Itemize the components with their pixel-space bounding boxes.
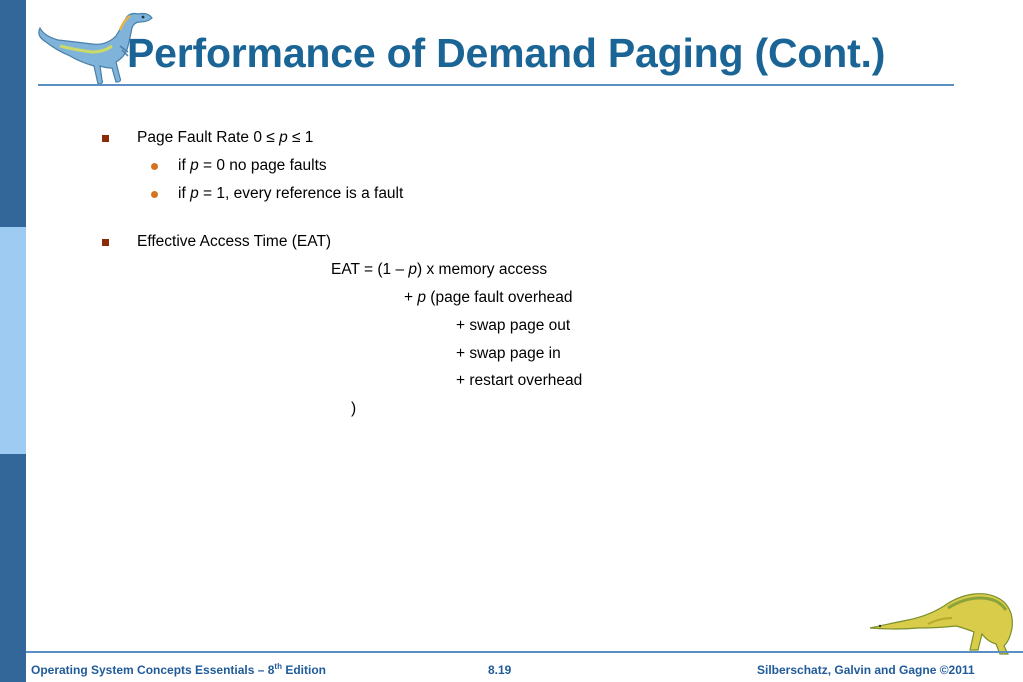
variable-p: p bbox=[408, 261, 418, 278]
footer-copyright: Silberschatz, Galvin and Gagne ©2011 bbox=[757, 663, 975, 677]
bullet-text: = 0 no page faults bbox=[198, 157, 327, 174]
sub-bullet-no-faults bbox=[178, 157, 327, 175]
formula-line-2 bbox=[404, 289, 572, 307]
bullet-text: ≤ 1 bbox=[287, 129, 314, 146]
footer-text: Operating System Concepts Essentials – 8 bbox=[31, 663, 275, 677]
footer-page-number: 8.19 bbox=[488, 663, 512, 677]
sub-bullet-every-fault bbox=[178, 185, 403, 203]
formula-closing-paren: ) bbox=[351, 400, 357, 417]
footer-book-title bbox=[31, 662, 326, 678]
formula-text: (page fault overhead bbox=[425, 289, 573, 306]
variable-p: p bbox=[417, 289, 426, 306]
bullet-square-icon bbox=[102, 135, 109, 142]
bullet-square-icon bbox=[102, 239, 109, 246]
formula-line-4: + swap page in bbox=[456, 345, 561, 362]
formula-text: EAT = (1 – bbox=[331, 261, 409, 278]
bullet-text: if bbox=[178, 185, 191, 202]
sidebar-bottom-block bbox=[0, 454, 26, 682]
bullet-page-fault-rate bbox=[137, 129, 313, 147]
bullet-text: = 1, every reference is a fault bbox=[198, 185, 404, 202]
formula-text: + bbox=[404, 289, 418, 306]
footer-text: Edition bbox=[281, 663, 326, 677]
footer-divider bbox=[26, 651, 1023, 653]
variable-p: p bbox=[190, 157, 199, 174]
slide-title: Performance of Demand Paging (Cont.) bbox=[127, 30, 886, 76]
bullet-dot-icon bbox=[151, 191, 158, 198]
formula-line-3: + swap page out bbox=[456, 317, 571, 334]
bullet-text: if bbox=[178, 157, 191, 174]
variable-p: p bbox=[190, 185, 199, 202]
bullet-dot-icon bbox=[151, 163, 158, 170]
dinosaur-icon bbox=[868, 584, 1018, 656]
footer-superscript: th bbox=[274, 662, 282, 671]
variable-p: p bbox=[279, 129, 288, 146]
sidebar-middle-block bbox=[0, 227, 26, 454]
title-divider bbox=[38, 84, 954, 86]
formula-line-1 bbox=[331, 261, 547, 279]
formula-line-5: + restart overhead bbox=[456, 372, 583, 389]
formula-text: ) x memory access bbox=[417, 261, 548, 278]
left-sidebar bbox=[0, 0, 26, 682]
sidebar-top-block bbox=[0, 0, 26, 227]
bullet-eat: Effective Access Time (EAT) bbox=[137, 233, 332, 250]
bullet-text: Page Fault Rate 0 ≤ bbox=[137, 129, 280, 146]
